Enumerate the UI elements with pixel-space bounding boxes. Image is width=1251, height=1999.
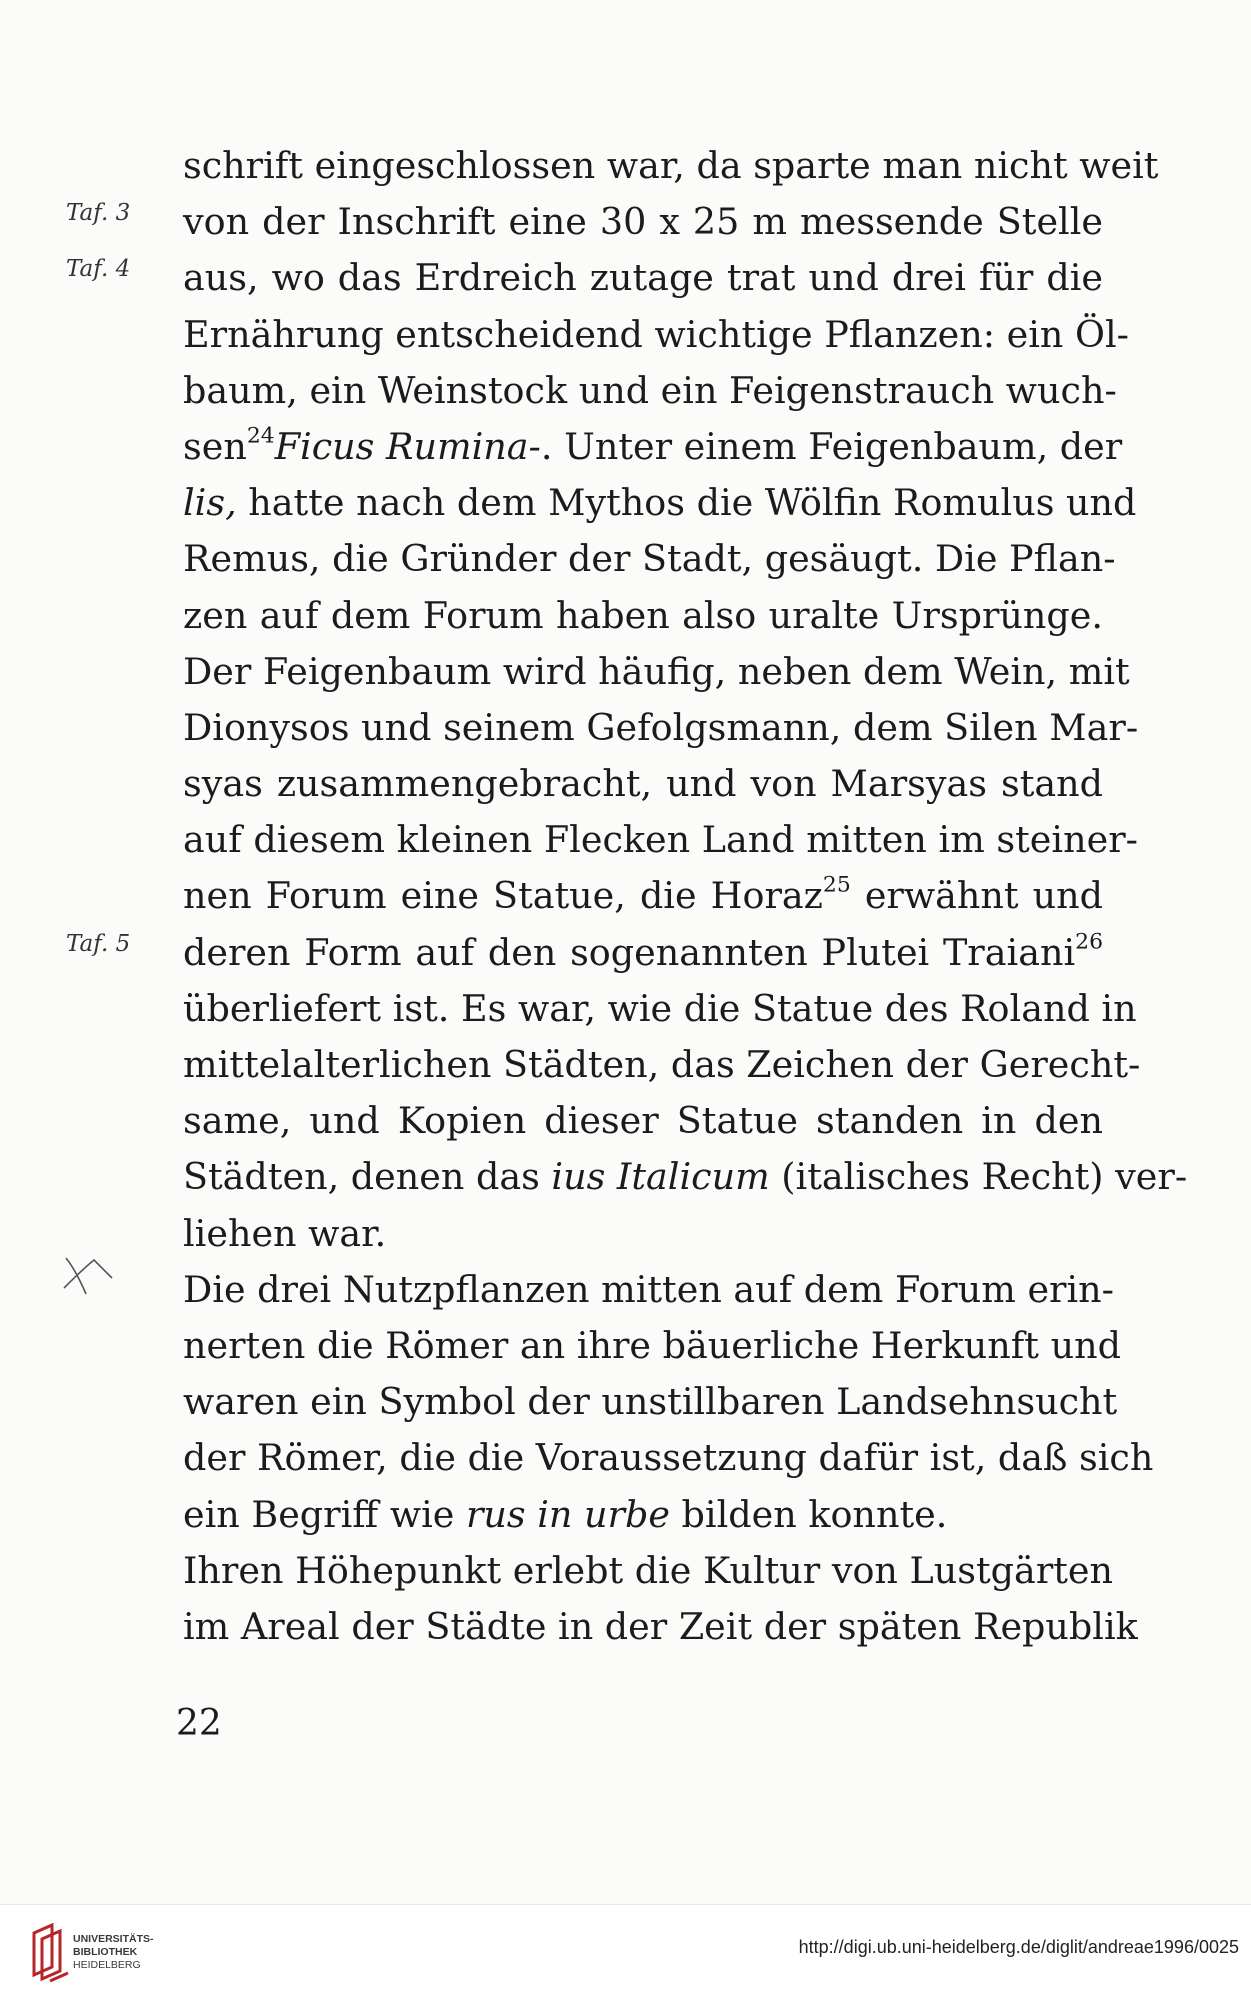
text-line [183,1318,1121,1374]
handwritten-x-mark-icon [60,1250,120,1300]
line-text: zen auf dem Forum haben also uralte Ursprünge. [183,593,1103,637]
logo-line-2: BIBLIOTHEK [73,1946,138,1958]
text-line [183,138,1159,194]
line-text: bilden konnte. [669,1492,948,1536]
text-line [183,1037,1141,1093]
line-text: von der Inschrift eine 30 x 25 m messende Stelle [183,200,1103,244]
line-text: . Unter einem Feigenbaum, der [540,424,1134,468]
text-line [183,475,1137,531]
line-text: nen Forum eine Statue, die Horaz [183,874,823,918]
line-text: waren ein Symbol der unstillbaren Landsehnsucht [183,1380,1118,1424]
line-text: Städten, denen das [183,1155,552,1199]
line-text: (italisches Recht) ver- [769,1155,1188,1199]
line-text: syas zusammengebracht, und von Marsyas stand [183,762,1103,806]
italic-term: lis, [183,481,237,525]
text-line [183,419,1134,475]
text-line [183,644,1130,700]
line-text: sen [183,424,247,468]
text-line [183,1543,1114,1599]
line-text: der Römer, die die Voraussetzung dafür ist, daß sich [183,1436,1154,1480]
text-line [183,812,1138,868]
text-line [183,1093,1103,1149]
line-text: überliefert ist. Es war, wie die Statue des Roland in [183,986,1137,1030]
line-text: same, und Kopien dieser Statue standen in den [183,1099,1103,1143]
text-line [183,1374,1118,1430]
body-text [183,138,1188,1655]
line-text: hatte nach dem Mythos die Wölfin Romulus und [236,481,1137,525]
line-text: auf diesem kleinen Flecken Land mitten im steiner- [183,818,1138,862]
text-line [183,868,1103,924]
line-text: ein Begriff wie [183,1492,466,1536]
line-text: im Areal der Städte in der Zeit der späten Republik [183,1604,1138,1648]
line-text: liehen war. [183,1211,387,1255]
text-line [183,925,1103,981]
line-text: Der Feigenbaum wird häufig, neben dem Wein, mit [183,649,1130,693]
margin-note-taf3: Taf. 3 [66,200,131,226]
text-line [183,588,1103,644]
margin-note-taf4: Taf. 4 [66,256,131,282]
footnote-ref: 25 [822,873,851,899]
logo-line-3: HEIDELBERG [73,1959,141,1971]
page-number: 22 [176,1703,222,1744]
text-line [183,1149,1188,1205]
line-text: aus, wo das Erdreich zutage trat und drei für die [183,256,1103,300]
text-line [183,1430,1154,1486]
footnote-ref: 24 [246,423,275,449]
library-logo-icon [28,1923,74,1983]
text-line [183,1206,1103,1262]
text-line [183,531,1116,587]
line-text: Ihren Höhepunkt erlebt die Kultur von Lustgärten [183,1548,1114,1592]
line-text: baum, ein Weinstock und ein Feigenstrauch wuch- [183,368,1117,412]
margin-note-taf5: Taf. 5 [66,931,131,957]
line-text: schrift eingeschlossen war, da sparte man nicht weit [183,144,1159,187]
text-line [183,250,1103,306]
line-text: mittelalterlichen Städten, das Zeichen der Gerecht- [183,1043,1141,1086]
text-line [183,1262,1115,1318]
line-text: erwähnt und [850,874,1103,918]
line-text: Ernährung entscheidend wichtige Pflanzen: ein Öl- [183,312,1129,356]
text-line [183,981,1137,1037]
text-line [183,307,1129,363]
footer-bar [0,1904,1251,1999]
italic-term: rus in urbe [465,1492,670,1536]
library-logo-text [73,1933,154,1972]
text-line [183,363,1117,419]
text-line [183,700,1139,756]
text-line [183,756,1103,812]
line-text: nerten die Römer an ihre bäuerliche Herkunft und [183,1323,1121,1367]
text-line [183,194,1103,250]
line-text: deren Form auf den sogenannten Plutei Traiani [183,930,1076,974]
footnote-ref: 26 [1075,929,1103,955]
line-text: Remus, die Gründer der Stadt, gesäugt. Die Pflan- [183,537,1116,581]
line-text: Die drei Nutzpflanzen mitten auf dem Forum erin- [183,1267,1115,1311]
text-line [183,1599,1138,1655]
source-url-link[interactable]: http://digi.ub.uni-heidelberg.de/diglit/andreae1996/0025 [798,1937,1239,1957]
italic-term: Ficus Rumina- [274,424,541,468]
logo-line-1: UNIVERSITÄTS- [73,1933,154,1945]
line-text: Dionysos und seinem Gefolgsmann, dem Silen Mar- [183,705,1139,749]
text-line [183,1487,1103,1543]
italic-term: ius Italicum [551,1155,770,1199]
